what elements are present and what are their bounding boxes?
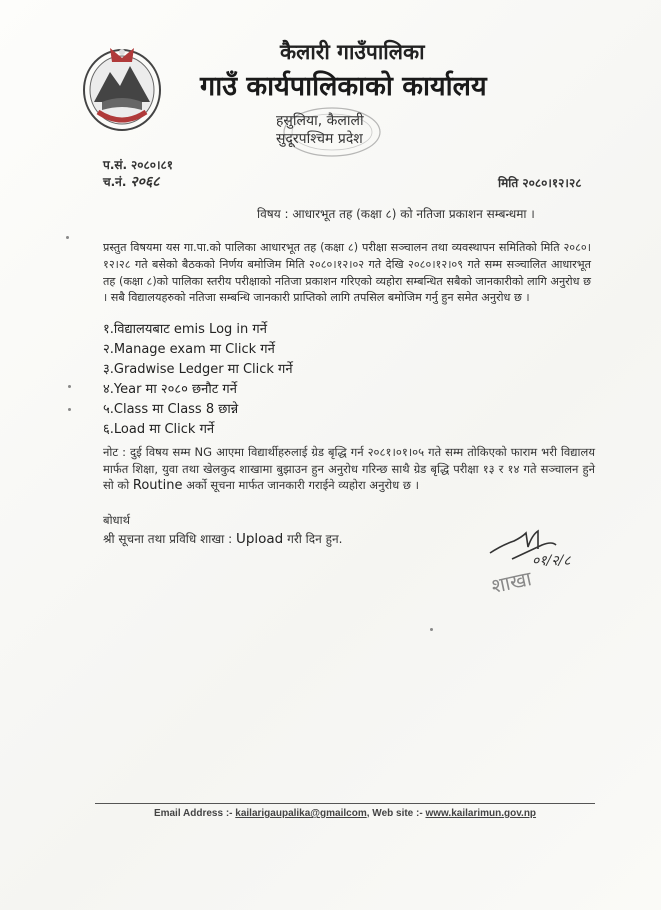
note-text-1: नोट : दुई विषय सम्म NG आएमा विद्यार्थीहरुलाई ग्रेड बृद्धि गर्न २०८१।०१।०५ गते सम्म तोकिएको फाराम भरी विद्यालय मार्फत शिक्षा, युवा तथा खेलकुद शाखामा बुझाउन हुन अनुरोध गरिन्छ साथै ग्रेड बृद्धि परीक्षा १३ र १४ गते सञ्चालन हुने सो को <box>103 445 595 493</box>
step-item: ३.Gradwise Ledger मा Click गर्ने <box>103 362 293 377</box>
website-label: , Web site :- <box>366 808 426 819</box>
it-suffix: गरी दिन हुन. <box>283 532 343 546</box>
chalani-value: २०६८ <box>130 174 160 190</box>
stamp-text: शाखा <box>489 566 534 599</box>
step-item: ६.Load मा Click गर्ने <box>103 422 215 437</box>
step-item: ५.Class मा Class 8 छान्ने <box>103 402 239 417</box>
step-item: ४.Year मा २०८० छनौट गर्ने <box>103 382 237 397</box>
closing-label: बोधार्थ <box>103 513 130 527</box>
municipality-name: कैलारी गाउँपालिका <box>280 40 425 64</box>
paper-speck <box>430 628 433 631</box>
chalani-label: च.नं. <box>103 175 127 189</box>
paper-speck <box>66 236 69 239</box>
subject-line: विषय : आधारभूत तह (कक्षा ८) को नतिजा प्रकाशन सम्बन्धमा । <box>257 207 535 221</box>
date-value: २०८०।१२।२८ <box>522 176 582 190</box>
patra-value: २०८०।८१ <box>131 158 174 172</box>
it-prefix: श्री सूचना तथा प्रविधि शाखा : <box>103 532 236 546</box>
signature-stamp <box>482 515 607 605</box>
patra-label: प.सं. <box>103 158 128 172</box>
step-item: १.विद्यालयबाट emis Log in गर्ने <box>103 322 267 337</box>
chalani-number <box>103 174 173 191</box>
body-paragraph: प्रस्तुत विषयमा यस गा.पा.को पालिका आधारभूत तह (कक्षा ८) परीक्षा सञ्चालन तथा व्यवस्थापन समितिको मिति २०८०।१२।२८ गते बसेको बैठकको निर्णय बमोजिम मिति २०८०।१२।०२ गते देखि २०८०।१२।०९ गते सम्म सञ्चालित आधारभूत तह (कक्षा ८)को पालिका स्तरीय परीक्षाको नतिजा प्रकाशन गरिएको व्यहोरा सम्बन्धित सबैको जानकारीको लागि अनुरोध छ । सबै विद्यालयहरुको नतिजा सम्बन्धि जानकारी प्राप्तिको लागि तपसिल बमोजिम गर्नु हुन समेत अनुरोध छ । <box>103 241 591 305</box>
website-link[interactable]: www.kailarimun.gov.np <box>425 808 537 819</box>
footer-contact <box>95 808 595 819</box>
stamp-date: ०१/२/८ <box>532 553 571 569</box>
it-section-line <box>103 530 342 547</box>
patra-sankhya <box>103 157 173 174</box>
office-address <box>276 112 364 148</box>
routine-word: Routine <box>132 478 183 494</box>
footer-divider <box>95 803 595 804</box>
email-label: Email Address :- <box>153 808 236 819</box>
reference-block <box>103 157 173 191</box>
note-text-2: अर्को सूचना मार्फत जानकारी गराईने व्यहोरा अनुरोध छ । <box>182 478 419 493</box>
letter-date <box>498 174 581 191</box>
paper-speck <box>68 408 71 411</box>
step-item: २.Manage exam मा Click गर्ने <box>103 342 275 357</box>
office-title: गाउँ कार्यपालिकाको कार्यालय <box>200 71 487 102</box>
upload-word: Upload <box>235 531 284 547</box>
address-line-1: हसुलिया, कैलाली <box>276 113 364 129</box>
date-label: मिति <box>498 176 519 190</box>
paper-speck <box>68 385 71 388</box>
address-line-2: सुदूरपश्चिम प्रदेश <box>276 131 363 147</box>
note-paragraph <box>103 444 595 495</box>
nepal-emblem-icon <box>80 40 164 134</box>
email-link[interactable]: kailarigaupalika@gmailcom <box>235 808 367 819</box>
instruction-steps <box>103 320 293 440</box>
